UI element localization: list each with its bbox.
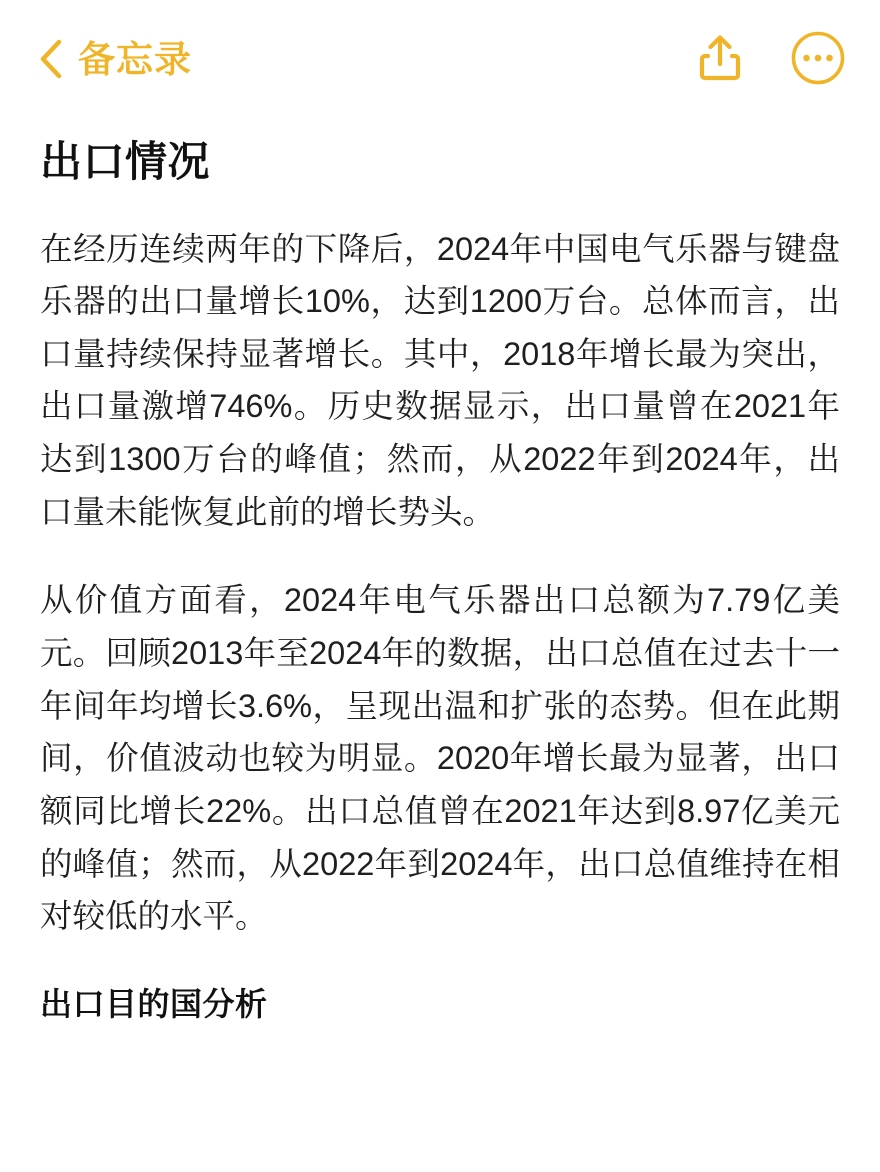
note-subheading: 出口目的国分析 (40, 985, 268, 1022)
share-upload-icon[interactable] (698, 32, 742, 87)
chevron-left-icon[interactable] (38, 39, 64, 79)
back-button[interactable] (38, 39, 192, 79)
more-options-button[interactable] (790, 31, 846, 87)
share-button[interactable] (692, 31, 748, 87)
ellipsis-circle-icon[interactable] (791, 31, 845, 88)
note-content[interactable] (0, 118, 880, 1172)
navigation-bar (0, 0, 880, 118)
back-button-label: 备忘录 (78, 38, 192, 80)
page-title: 出口情况 (40, 138, 211, 185)
navbar-actions (692, 31, 846, 87)
note-paragraph: 在经历连续两年的下降后，2024年中国电气乐器与键盘乐器的出口量增长10%，达到1200万台。总体而言，出口量持续保持显著增长。其中，2018年增长最为突出，出口量激增746%。历史数据显示，出口量曾在2021年达到1300万台的峰值；然而，从2022年到2024年，出口量未能恢复此前的增长势头。 (40, 230, 840, 530)
note-paragraph: 从价值方面看，2024年电气乐器出口总额为7.79亿美元。回顾2013年至2024年的数据，出口总值在过去十一年间年均增长3.6%，呈现出温和扩张的态势。但在此期间，价值波动也较为明显。2020年增长最为显著，出口额同比增长22%。出口总值曾在2021年达到8.97亿美元的峰值；然而，从2022年到2024年，出口总值维持在相对较低的水平。 (40, 582, 840, 935)
